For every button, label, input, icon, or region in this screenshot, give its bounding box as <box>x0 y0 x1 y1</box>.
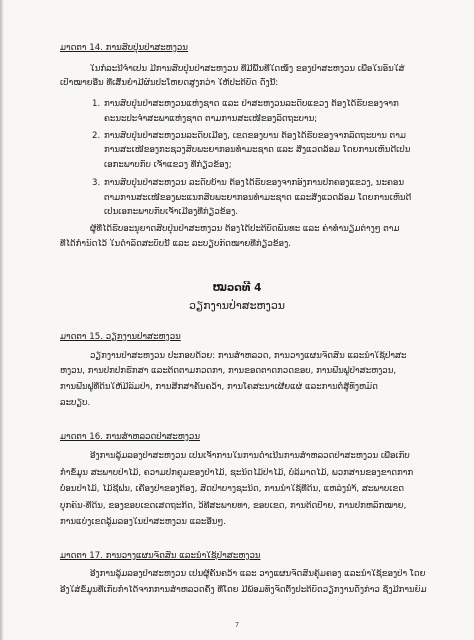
list-item-line: ການສັບປຸ່ນປ່າສະຫງວນແຫ່ງຊາດ ແລະ ປ່າສະຫງວນລະດັບແຂວງ ຕ້ອງໄດ້ຮັບຂອງຈາກ <box>104 99 399 109</box>
article-16-line: ອີງການລູ້ມລອງປ່າສະຫງວນ ເປັນເຈົ້າການໃນການດຳເນີນການສຳຫລວດປ່າສະຫງວນ ເພື່ອເກັບ <box>90 451 410 461</box>
article-16-heading: ມາດຕາ 16. ການສຳຫລວດປ່າສະຫງວນ <box>60 432 200 442</box>
list-item-line: ຕາມການສະເໜີຂອງພະແນກສັບພະຍາກອນທຳມະຊາດ ແລະສິ່ງແວດລ້ອມ ໂດຍການເຫັນດີ <box>104 193 412 203</box>
page-number: 7 <box>234 621 240 629</box>
article-15-line: ການຟື້ນຟູທີ່ດິນໃຫ້ມີລົມປ່າ, ການສຶກສາຄົ້ນຄວ້າ, ການໂຄສະນາເຜີຍແຜ່ ແລະການຕໍ່ສູ້ທັງຫມົດ <box>60 382 378 392</box>
list-item-number: 1. <box>92 99 101 109</box>
article-15-line: ຫງວນ, ການປົກປັກຮັກສາ ແລະຕິດຕາມກວດກາ, ການຂອດຕາດກວດຂອບ, ການຟື້ນຟູປ່າສະຫງວນ, <box>60 366 397 376</box>
article-17-heading: ມາດຕາ 17. ການວາງແຜນຈັດສັນ ແລະນຳໃຊ້ປ່າສະຫງວນ <box>60 551 261 561</box>
chapter-title: ວຽກງານປ່າສະຫງວນ <box>188 299 286 312</box>
list-item-line: ເອກະພາບກັບ ເຈົ້າແຂວງ ທີ່ກ່ຽວຂ້ອງ; <box>104 160 232 170</box>
list-item-number: 3. <box>92 178 101 188</box>
list-item-line: ການສັບປຸ່ນປ່າສະຫງວນລະດັບເມືອງ, ເຂດຂອງບານ ຕ້ອງໄດ້ຮັບຂອງຈາກລັດຖະບານ ຕາມ <box>104 131 406 141</box>
article-14-heading: ມາດຕາ 14. ການສັບປຸ່ນປ່າສະຫງວນ <box>60 43 188 53</box>
page-edge-shadow <box>0 0 4 640</box>
chapter-number: ໝວດທີ 4 <box>212 282 262 294</box>
article-15-line: ລະບຽບ. <box>60 398 91 408</box>
article-17-line: ອີງການລູ້ມລອງປ່າສະຫງວນ ເປັນຜູ້ຄົ້ນຄວ້າ ແລະ ວາງແຜນຈັດສັນຄຸ້ມຄອງ ແລະນຳໃຊ້ຂອງປ່າ ໂດຍ <box>90 569 426 579</box>
article-15-heading: ມາດຕາ 15. ວຽກງານປ່າສະຫງວນ <box>60 332 181 342</box>
list-item-line: ເປັນເອກະພາບກັບເຈົ້າເມືອງທີ່ກ່ຽວຂ້ອງ. <box>104 207 238 217</box>
list-item-number: 2. <box>92 131 101 141</box>
article-14-closing-line: ທີ່ໄດ້ກຳນົດໄວ້ ໃນດຳລັດສະບັບນີ້ ແລະ ລະບຽບກົດໝາຍທີ່ກ່ຽວຂ້ອງ. <box>60 239 291 249</box>
list-item-line: ການສະເໜີຂອງກະຊວງສັບພະຍາກອນທຳມະຊາດ ແລະ ສິ່ງແວດລ້ອມ ໂດຍການເຫັນດີເປັນ <box>104 145 411 155</box>
article-16-line: ບໍ່ອນປ່າໄມ້, ໄມ້ຊີຟັນ, ເຄື່ອງປ່າຂອງຕ້ອງ, ສັດປ່າບາງຊະນິດ, ການນຳໃຊ້ທີ່ດິນ, ແຫລ່ງນຳ້, ສະພາບເຂດ <box>60 484 405 494</box>
article-14-intro-line: ເປົ້າໝາຍອື່ນ ທີ່ເສັ້ນຍໍາມີຜົນປະໂຫຍດສູງກວ່າ ໃຫ້ປະຕິບັດ ດັ່ງນີ້: <box>60 78 279 88</box>
article-14-intro-line: ໃນກໍລະນີຈຳເປັນ ມີການສັບປຸ່ນປ່າສະຫງວນ ທີ່ມີພື້ນທີ່ໃດໜຶ່ງ ຂອງປ່າສະຫງວນ ເພື່ອໃນອັນໃສ່ <box>90 64 405 74</box>
article-14-closing-line: ຜູ້ທີ່ໄດ້ຮັບອະນຸຍາດສັບປຸ່ນປ່າສະຫງວນ ຕ້ອງໄດ້ປະຕິບັດພັນທະ ແລະ ຄ່າທຳນຽມຕ່າງໆ ຕາມ <box>90 224 400 234</box>
article-16-line: ການແບ່ງເຂດລູ້ມລອງໃນປ່າສະຫງວນ ແລະອື່ນໆ. <box>60 517 226 527</box>
article-16-line: ກຳຂໍ້ມູນ ສະພາບປ່າໄມ້, ຄວາມປົກຄຸມຂອງປ່າໄມ້, ຊະນິດໄມ້ປ່າໄມ້, ບໍລິມາດໄມ້, ພວກສານຂອງຂາດກາກ <box>60 468 414 478</box>
article-16-line: ບຸກຄົນ-ທີ່ດິນ, ຂອງຂອບເຂດເສດຖະກິດ, ວິທີສະພາຍທາ, ຂອບເຂດ, ການຕິດປ້າຍ, ການປັກຫລັກໝາຍ, <box>60 501 407 511</box>
article-15-line: ວຽກງານປ່າສະຫງວນ ປະກອບດ້ວຍ: ການສຳຫລວດ, ການວາງແຜນຈັດສັນ ແລະນຳໃຊ້ປ່າສະ <box>90 351 407 361</box>
article-17-line: ອີງໃສ່ຂໍ້ມູນທີ່ເກັບກຳໄດ້ຈາກການສຳຫລວດຄັ້ງ ທີ່ໂດຍ ມີພ້ອມທັງຈັດຕັ້ງປະຕິບັດວຽກງານດັ່ງກ່າວ ຊຶ່ງມີການຍົມ <box>60 585 427 595</box>
list-item-line: ຄະນະປະຈຳສະພາແຫ່ງຊາດ ຕາມການສະເໜີຂອງລັດຖະບານ; <box>104 114 318 124</box>
list-item-line: ການສັບປຸ່ນປ່າສະຫງວນ ລະດັບບ້ານ ຕ້ອງໄດ້ຮັບຂອງຈາກອົງການປົກຄອງແຂວງ, ນະຄອນ <box>104 178 405 188</box>
